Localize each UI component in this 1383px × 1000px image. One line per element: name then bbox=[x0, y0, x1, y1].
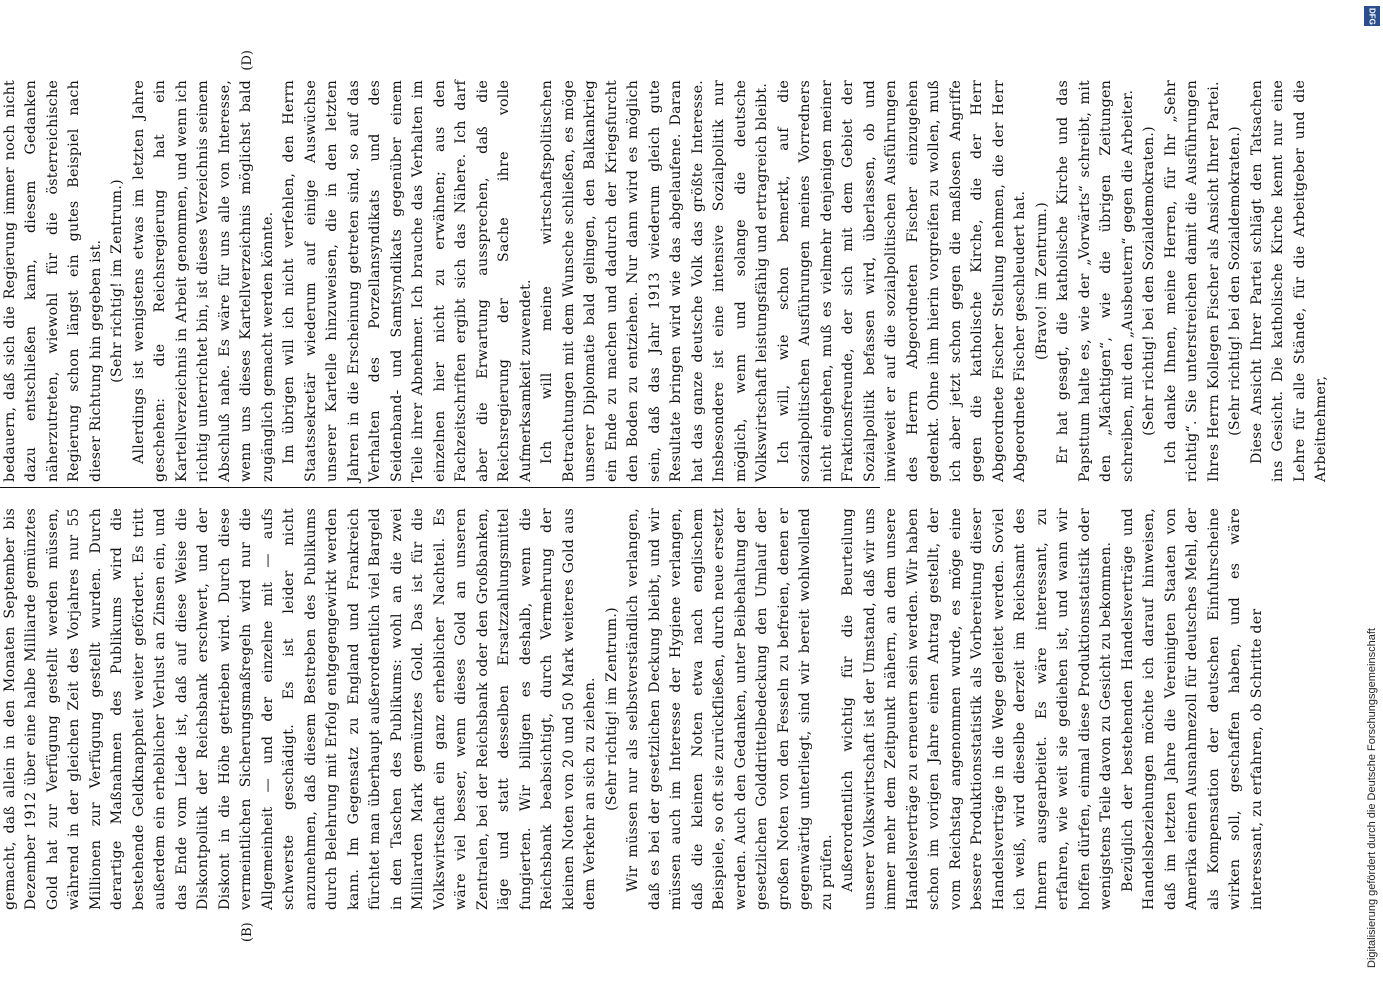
interjection: (Sehr richtig! bei den Sozialdemokraten.) bbox=[1141, 126, 1157, 436]
left-column bbox=[0, 508, 1265, 910]
interjection: (Sehr richtig! im Zentrum.) bbox=[109, 179, 125, 383]
paragraph: bedauern, daß sich die Regierung immer noch nicht dazu entschließen kann, diesem Gedanken näherzutreten, wiewohl für die österreichische Regierung schon längst ein gutes Beispiel nach dieser Richtung hin gegeben ist. bbox=[1, 80, 104, 482]
digitization-credit: Digitalisierung gefördert durch die Deutsche Forschungsgemeinschaft bbox=[1366, 628, 1378, 968]
dfg-logo: DFG bbox=[1364, 6, 1380, 26]
paragraph: Außerordentlich wichtig für die Beurteilung unserer Volkswirtschaft ist der Umstand, daß wir uns immer mehr dem Zeitpunkt nähern, an dem unsere Handelsverträge zu erneuern sein werden. Wir haben schon im vorigen Jahre einen Antrag gestellt, der vom Reichstag angenommen wurde, es möge eine bessere Produktionsstatistik als Vorbereitung dieser Handelsverträge in die Wege geleitet werden. Soviel ich weiß, wird dieselbe derzeit im Reichsamt des Innern ausgearbeitet. Es wäre interessant, zu erfahren, wie weit sie gediehen ist, und wann wir hoffen dürfen, einmal diese Produktionsstatistik oder wenigstens Teile davon zu Gesicht zu bekommen. bbox=[840, 508, 1114, 910]
margin-mark-b: (B) bbox=[240, 922, 255, 942]
paragraph: gemacht, daß allein in den Monaten September bis Dezember 1912 über eine halbe Milliarde gemünztes Gold hat zur Verfügung gestellt werden müssen, während in der gleichen Zeit des Vorjahres nur 55 Millionen zur Verfügung gestellt wurden. Durch derartige Maßnahmen des Publikums wird die bestehende Geldknappheit weiter gefördert. Es tritt außerdem ein erheblicher Verlust an Zinsen ein, und das Ende vom Liede ist, daß auf diese Weise die Diskontpolitik der Reichsbank erschwert, und der Diskont in die Höhe getrieben wird. Durch diese vermeintlichen Sicherungsmaßregeln wird nur die Allgemeinheit — und der einzelne mit — aufs schwerste geschädigt. Es ist leider nicht anzunehmen, daß diesem Bestreben des Publikums durch Belehrung mit Erfolg entgegengewirkt werden kann. Im Gegensatz zu England und Frankreich fürchtet man überhaupt außerordentlich viel Bargeld in den Taschen des Publikums: wohl an die zwei Milliarden Mark gemünztes Gold. Das ist für die Volkswirtschaft ein ganz erheblicher Nachteil. Es wäre viel besser, wenn dieses Gold an unseren Zentralen, bei der Reichsbank oder den Großbanken, läge und statt desselben Ersatzzahlungsmittel fungierten. Wir billigen es deshalb, wenn die Reichsbank beabsichtigt, durch Vermehrung der kleinen Noten von 20 und 50 Mark weiteres Gold aus dem Verkehr an sich zu ziehen. bbox=[1, 508, 598, 910]
paragraph: Bezüglich der bestehenden Handelsverträge und Handelsbeziehungen möchte ich darauf hinweisen, daß im letzten Jahre die Vereinigten Staaten von Amerika einen Ausnahmezoll für deutsches Mehl, der als Kompensation der deutschen Einfuhrscheine wirken soll, geschaffen haben, und es wäre interessant, zu erfahren, ob Schritte der bbox=[1119, 508, 1265, 910]
paragraph: Er hat gesagt, die katholische Kirche und das Papsttum halte es, wie der „Vorwärts“ schreibt, mit den „Mächtigen“, wie die übrigen Zeitungen schreiben, mit den „Ausbeutern“ gegen die Arbeiter. bbox=[1055, 80, 1136, 482]
margin-mark-d: (D) bbox=[240, 50, 255, 71]
paragraph: Im übrigen will ich nicht verfehlen, den Herrn Staatssekretär wiederum auf einige Auswüchse unserer Kartelle hinzuweisen, die in den letzten Jahren in die Erscheinung getreten sind, so auf das Verhalten des Porzellansyndikats und des Seidenband- und Samtsyndikats gegenüber einem Teile ihrer Abnehmer. Ich brauche das Verhalten im einzelnen hier nicht zu erwähnen; aus den Fachzeitschriften ergibt sich das Nähere. Ich darf aber die Erwartung aussprechen, daß die Reichsregierung der Sache ihre volle Aufmerksamkeit zuwendet. bbox=[281, 80, 534, 482]
interjection: (Bravo! im Zentrum.) bbox=[1033, 202, 1050, 360]
right-column bbox=[0, 80, 1329, 482]
interjection: (Sehr richtig! bei den Sozialdemokraten.) bbox=[1227, 126, 1243, 436]
paragraph: Wir müssen nur als selbstverständlich verlangen, daß es bei der gesetzlichen Deckung bleibt, und wir müssen auch im Interesse der Hygiene verlangen, daß die kleinen Noten etwa nach englischem Beispiele, so oft sie zurückfließen, durch neue ersetzt werden. Auch den Gedanken, unter Beibehaltung der gesetzlichen Golddrittelbedeckung den Umlauf der großen Noten von den Fesseln zu befreien, denen er gegenwärtig unterliegt, sind wir bereit wohlwollend zu prüfen. bbox=[625, 508, 835, 910]
paragraph: Diese Ansicht Ihrer Partei schlägt den Tatsachen ins Gesicht. Die katholische Kirche kennt nur eine Lehre für alle Stände, für die Arbeitgeber und die Arbeitnehmer, bbox=[1248, 80, 1329, 482]
paragraph: Ich will meine wirtschaftspolitischen Betrachtungen mit dem Wunsche schließen, es möge unserer Diplomatie bald gelingen, den Balkankrieg ein Ende zu machen und dadurch der Kriegsfurcht den Boden zu entziehen. Nur dann wird es möglich sein, daß das Jahr 1913 wiederum gleich gute Resultate bringen wird wie das abgelaufene. Daran hat das ganze deutsche Volk das größte Interesse. Insbesondere ist eine intensive Sozialpolitik nur möglich, wenn und solange die deutsche Volkswirtschaft leistungsfähig und ertragreich bleibt. bbox=[539, 80, 770, 482]
text-columns bbox=[0, 80, 1329, 910]
interjection: (Sehr richtig! im Zentrum.) bbox=[603, 607, 620, 811]
rotated-page-content bbox=[0, 50, 1329, 950]
paragraph: Allerdings ist wenigstens etwas im letzten Jahre geschehen: die Reichsregierung hat ein Kartellverzeichnis in Arbeit genommen, und wenn ich richtig unterrichtet bin, ist dieses Verzeichnis seinem Abschluß nahe. Es wäre für uns alle von Interesse, wenn uns dieses Kartellverzeichnis möglichst bald zugänglich gemacht werden könnte. bbox=[130, 80, 276, 482]
paragraph: Ich will, wie schon bemerkt, auf die sozialpolitischen Ausführungen meines Vorredners nicht eingehen, muß es vielmehr denjenigen meiner Fraktionsfreunde, der sich mit dem Gebiet der Sozialpolitik befassen wird, überlassen, ob und inwieweit er auf die sozialpolitischen Ausführungen des Herrn Abgeordneten Fischer einzugehen gedenkt. Ohne ihm hierin vorgreifen zu wollen, muß ich aber jetzt schon gegen die maßlosen Angriffe gegen die katholische Kirche, die der Herr Abgeordnete Fischer Stellung nehmen, die der Herr Abgeordnete Fischer geschleudert hat. bbox=[775, 80, 1028, 482]
paragraph: Ich danke Ihnen, meine Herren, für Ihr „Sehr richtig“. Sie unterstreichen damit die Ausführungen Ihres Herrn Kollegen Fischer als Ansicht Ihrer Partei. bbox=[1162, 80, 1222, 482]
